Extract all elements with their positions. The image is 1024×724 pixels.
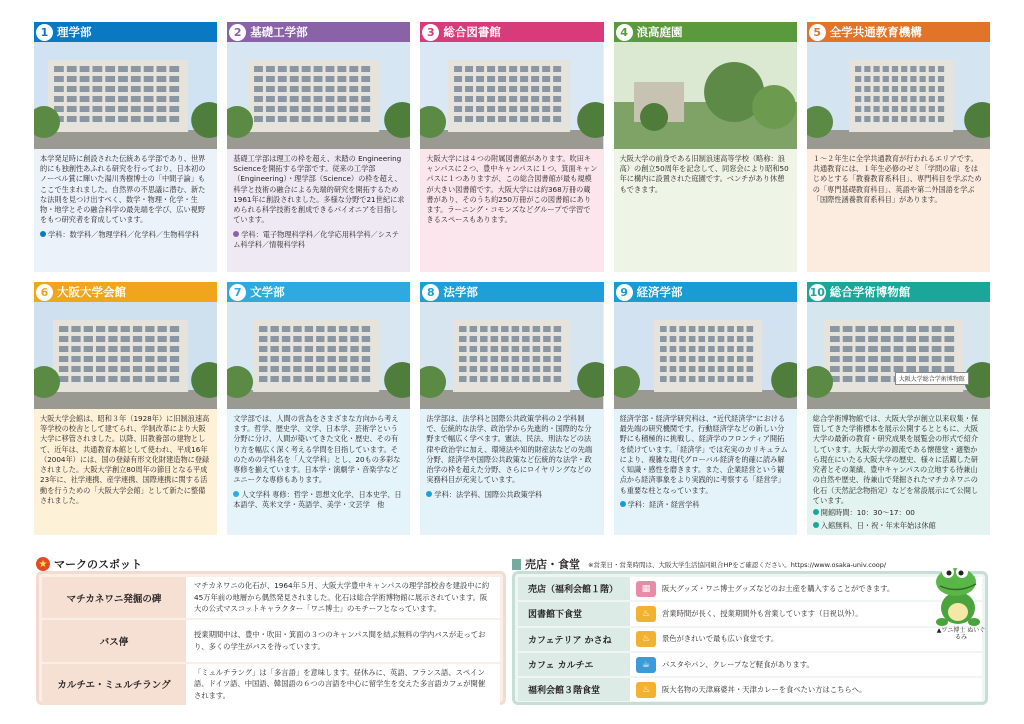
shop-desc: 営業時間が長く、授業期間外も営業しています（日祝以外）。 bbox=[662, 608, 863, 618]
hours-text: 入館無料、日・祝・年末年始は休館 bbox=[820, 520, 936, 530]
card-general-education bbox=[807, 22, 990, 272]
card-title: 経済学部 bbox=[636, 285, 683, 299]
spot-row bbox=[42, 577, 500, 618]
departments-text: 学科：電子物理科学科／化学応用科学科／システム科学科／情報科学科 bbox=[233, 229, 399, 249]
card-number-badge: 9 bbox=[616, 284, 633, 301]
card-body bbox=[227, 409, 410, 535]
shop-row bbox=[518, 628, 982, 651]
shop-name: カフェ カルチエ bbox=[518, 653, 630, 676]
card-title: 文学部 bbox=[250, 285, 285, 299]
card-body bbox=[614, 149, 797, 272]
shop-row bbox=[518, 577, 982, 600]
shop-row bbox=[518, 602, 982, 625]
card-header bbox=[227, 282, 410, 302]
card-title: 法学部 bbox=[443, 285, 478, 299]
card-description: 大阪大学会館は、昭和３年（1928年）に旧制浪速高等学校の校舎として建てられ、学制改革により大阪大学に移管されました。以降、旧教養部の建物として、近年は、共通教育本館として使われ、平成16年（2004年）には、国の登録有形文化財建造物に登録されました。大阪大学創立80周年の節目となる平成23年に、社学連携、産学連携、国際連携に関する活動を行うための「大阪大学会館」として新たに整備されました。 bbox=[40, 414, 210, 505]
spot-desc: 授業期間中は、豊中・吹田・箕面の３つのキャンパス間を結ぶ無料の学内バスが走っており、多くの学生がバスを待っています。 bbox=[186, 620, 500, 661]
card-departments bbox=[426, 490, 597, 500]
building-photo bbox=[807, 302, 990, 409]
wani-hakase-mascot-icon bbox=[930, 558, 986, 628]
card-description: 経済学部・経済学研究科は、“近代経済学”における最先端の研究機関です。行動経済学などの新しい分野にも積極的に挑戦し、経済学のフロンティア開拓を続けています。「経済学」では充実のカリキュラムにより、複雑な現代グローバル経済を的確に読み解く知識・感性を磨きます。また、企業経営という観点から経済事象をより実践的に考察する「経営学」も重要な柱となっています。 bbox=[619, 414, 788, 495]
meal-icon: ♨ bbox=[636, 631, 656, 647]
card-header bbox=[420, 282, 603, 302]
card-body bbox=[227, 149, 410, 272]
building-photo bbox=[34, 302, 217, 409]
bullet-icon bbox=[40, 231, 46, 237]
card-description: 本学発足時に創設された伝統ある学部であり、世界的にも独創性あふれる研究を行っており、日本初のノーベル賞に輝いた湯川秀樹博士の「中間子論」もここで生まれました。自然界の不思議に潜む、新たな法則を見つけ出すべく、数学・物理・化学・生物・地学とその融合科学の最先端を学び、広い視野をもつ研究者を育成しています。 bbox=[40, 154, 206, 225]
card-number-badge: 5 bbox=[809, 24, 826, 41]
bullet-icon bbox=[233, 231, 239, 237]
card-economics bbox=[614, 282, 797, 535]
shop-desc: パスタやパン、クレープなど軽食があります。 bbox=[662, 659, 814, 669]
spot-name: マチカネワニ発掘の碑 bbox=[42, 577, 186, 618]
card-header bbox=[807, 22, 990, 42]
card-title: 大阪大学会館 bbox=[57, 285, 126, 299]
card-header bbox=[227, 22, 410, 42]
card-description: 大阪大学には４つの附属図書館があります。吹田キャンパスに２つ、豊中キャンパスに１つ、箕面キャンパスに１つありますが、この総合図書館が最も規模が大きい図書館です。大阪大学には約368万冊の蔵書があり、そのうち約250万冊がこの図書館にあります。ラーニング・コモンズなどグループで学習できるスペースもあります。 bbox=[426, 154, 598, 225]
building-photo bbox=[420, 42, 603, 149]
card-description: 大阪大学の前身である旧制浪速高等学校（略称：浪高）の創立50周年を記念して、同窓会により昭和50年に構内に設置された庭園です。ベンチがあり休憩もできます。 bbox=[619, 154, 789, 194]
card-departments bbox=[233, 490, 404, 510]
square-icon bbox=[512, 559, 521, 570]
building-photo bbox=[614, 42, 797, 149]
card-description: 総合学術博物館では、大阪大学が創立以来収集・保管してきた学術標本を展示公開するとともに、大阪大学の最新の教育・研究成果を展覧会の形式で紹介しています。大阪大学の源流である懐徳堂・適塾から現在にいたる大阪大学の歴史、様々に活躍した研究者とその業績、豊中キャンパスの立地する待兼山の自然や歴史、待兼山で発掘されたマチカネワニの化石（天然記念物指定）などを常設展示にて公開しています。 bbox=[812, 414, 979, 505]
card-number-badge: 8 bbox=[422, 284, 439, 301]
spot-desc: マチカネワニの化石が、1964年５月、大阪大学豊中キャンパスの理学部校舎を建設中に約45万年前の地層から偶然発見されました。化石は総合学術博物館に展示されています。阪大の公式マスコットキャラクター「ワニ博士」のモチーフとなっています。 bbox=[186, 577, 500, 618]
card-header bbox=[614, 22, 797, 42]
card-departments bbox=[233, 230, 404, 250]
card-header bbox=[34, 282, 217, 302]
card-number-badge: 7 bbox=[229, 284, 246, 301]
card-body bbox=[420, 409, 603, 535]
card-title: 総合図書館 bbox=[443, 25, 501, 39]
spot-name: バス停 bbox=[42, 620, 186, 661]
card-body bbox=[807, 149, 990, 272]
departments-text: 学科：数学科／物理学科／化学科／生物科学科 bbox=[48, 229, 199, 239]
shop-name: 売店（福利会館１階） bbox=[518, 577, 630, 600]
shops-title: 売店・食堂 bbox=[525, 558, 580, 571]
card-number-badge: 1 bbox=[36, 24, 53, 41]
departments-text: 学科：法学科、国際公共政策学科 bbox=[434, 489, 543, 499]
museum-sign: 大阪大学総合学術博物館 bbox=[895, 372, 969, 385]
bullet-icon bbox=[233, 491, 239, 497]
shops-heading bbox=[512, 556, 886, 572]
card-science bbox=[34, 22, 217, 272]
card-title: 理学部 bbox=[57, 25, 92, 39]
card-description: 文学部では、人間の営為をさまざまな方向から考えます。哲学、歴史学、文学、日本学、芸術学という分野に分け、人間が築いてきた文化・歴史、その有り方を幅広く深く考える学問を目指しています。そのための学科名を「人文学科」とし、20もの多彩な専修を揃えています。日本学・演劇学・音楽学などユニークな専修もあります。 bbox=[233, 414, 401, 485]
card-number-badge: 6 bbox=[36, 284, 53, 301]
card-number-badge: 3 bbox=[422, 24, 439, 41]
meal-icon: ♨ bbox=[636, 682, 656, 698]
bullet-icon bbox=[620, 501, 626, 507]
card-departments bbox=[620, 500, 791, 510]
shop-name: 図書館下食堂 bbox=[518, 602, 630, 625]
shop-icon: ▦ bbox=[636, 581, 656, 597]
spot-desc: 「ミュルチラング」は「多言語」を意味します。昼休みに、英語、フランス語、スペイン語、ドイツ語、中国語、韓国語の６つの言語を中心に留学生を交えた多言語カフェが開催されます。 bbox=[186, 664, 500, 705]
card-body bbox=[420, 149, 603, 272]
bullet-icon bbox=[813, 522, 819, 528]
card-title: 全学共通教育機構 bbox=[829, 25, 922, 39]
card-number-badge: 4 bbox=[616, 24, 633, 41]
spot-row bbox=[42, 664, 500, 705]
card-header bbox=[807, 282, 990, 302]
card-description: １～２年生に全学共通教育が行われるエリアです。共通教育には、１年生必修のゼミ「学問の扉」をはじめとする「教養教育系科目」、専門科目を学ぶための「専門基礎教育科目」、英語や第二外国語を学ぶ「国際性涵養教育系科目」があります。 bbox=[812, 154, 982, 204]
card-museum bbox=[807, 282, 990, 535]
card-letters bbox=[227, 282, 410, 535]
card-title: 基礎工学部 bbox=[250, 25, 308, 39]
spot-row bbox=[42, 620, 500, 661]
facility-grid bbox=[34, 22, 990, 545]
bullet-icon bbox=[426, 491, 432, 497]
card-body bbox=[807, 409, 990, 535]
shop-name: 福利会館３階食堂 bbox=[518, 678, 630, 701]
card-body bbox=[614, 409, 797, 535]
building-photo bbox=[227, 302, 410, 409]
card-header bbox=[420, 22, 603, 42]
shop-row bbox=[518, 653, 982, 676]
spots-title: マークのスポット bbox=[54, 558, 142, 571]
cafe-icon: ☕ bbox=[636, 657, 656, 673]
departments-text: 学科：経済・経営学科 bbox=[627, 499, 700, 509]
card-header bbox=[34, 22, 217, 42]
building-photo bbox=[420, 302, 603, 409]
shop-row bbox=[518, 678, 982, 701]
card-main-library bbox=[420, 22, 603, 272]
mascot-label: ▲ワニ博士 ぬいぐるみ bbox=[936, 627, 986, 642]
bullet-icon bbox=[813, 509, 819, 515]
shops-note: ※営業日・営業時間は、大阪大学生活協同組合HPをご確認ください。https://www.osaka-univ.coop/ bbox=[588, 560, 887, 569]
card-header bbox=[614, 282, 797, 302]
card-law bbox=[420, 282, 603, 535]
card-university-hall bbox=[34, 282, 217, 535]
star-icon: ★ bbox=[36, 557, 50, 571]
hours-text: 開館時間：10：30～17：00 bbox=[820, 507, 915, 517]
card-title: 総合学術博物館 bbox=[829, 285, 911, 299]
building-photo bbox=[227, 42, 410, 149]
shops-table bbox=[512, 571, 988, 705]
card-number-badge: 2 bbox=[229, 24, 246, 41]
card-departments bbox=[40, 230, 211, 240]
card-description: 基礎工学部は理工の枠を超え、未踏の Engineering Scienceを開拓する学部です。従来の工学部（Engineering）・理学部（Science）の枠を超え、科学と技術の融合による先端的研究を開拓するため1961年に創設されました。多様な分野で21世紀に求められる科学技術を創成できるパイオニアを目指しています。 bbox=[233, 154, 405, 225]
card-title: 浪高庭園 bbox=[636, 25, 683, 39]
shop-name: カフェテリア かさね bbox=[518, 628, 630, 651]
card-body bbox=[34, 409, 217, 535]
building-photo bbox=[34, 42, 217, 149]
shop-desc: 阪大名物の天津麻婆丼・天津カレーを食べたい方はこちらへ。 bbox=[662, 684, 867, 694]
card-body bbox=[34, 149, 217, 272]
spots-heading bbox=[36, 556, 142, 572]
spot-name: カルチエ・ミュルチラング bbox=[42, 664, 186, 705]
row-2 bbox=[34, 282, 990, 535]
card-number-badge: 10 bbox=[809, 285, 825, 299]
meal-icon: ♨ bbox=[636, 606, 656, 622]
departments-text: 人文学科 専修：哲学・思想文化学、日本史学、日本語学、英米文学・英語学、美学・文芸学 他 bbox=[233, 489, 402, 509]
museum-hours bbox=[813, 508, 984, 519]
spots-table bbox=[36, 571, 506, 705]
row-1 bbox=[34, 22, 990, 272]
building-photo bbox=[614, 302, 797, 409]
building-photo bbox=[807, 42, 990, 149]
shop-desc: 景色がきれいで最も広い食堂です。 bbox=[662, 634, 779, 644]
card-engineering-science bbox=[227, 22, 410, 272]
card-description: 法学部は、法学科と国際公共政策学科の２学科制で、伝統的な法学、政治学から先進的・国際的な分野まで幅広く学べます。憲法、民法、刑法などの法律や政治学に加え、環境法や知的財産法などの先端分野、経済学や国際公共政策など伝統的な法学・政治学の枠を超えた分野、さらにロイヤリングなどの実務科目が充実しています。 bbox=[426, 414, 593, 485]
shop-desc: 阪大グッズ・ワニ博士グッズなどのお土産を購入することができます。 bbox=[662, 583, 895, 593]
card-naniwa-garden bbox=[614, 22, 797, 272]
museum-hours bbox=[813, 521, 984, 532]
